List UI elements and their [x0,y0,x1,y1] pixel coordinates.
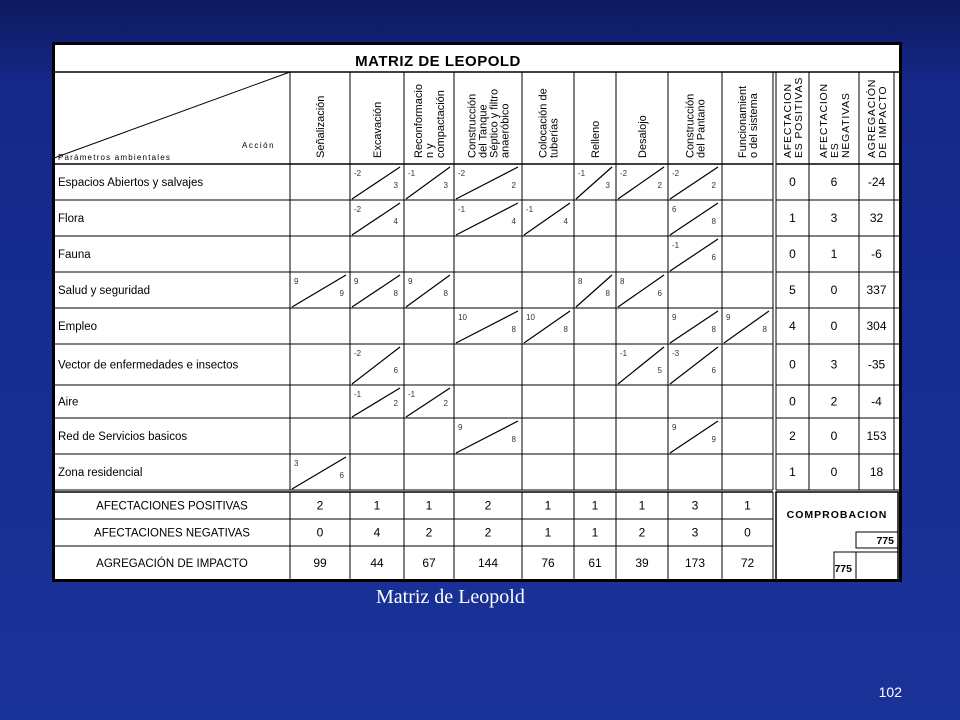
cell-magnitude: 9 [726,313,731,322]
cell-magnitude: 8 [578,277,583,286]
summary-value-3: -6 [871,247,882,261]
bottom-value: 67 [422,556,436,570]
bottom-value: 99 [313,556,327,570]
summary-value-2: 3 [830,357,838,372]
bottom-value: 76 [541,556,555,570]
action-header-7: Desalojo [637,115,649,158]
cell-importance: 2 [511,181,516,190]
bottom-value: 1 [373,498,381,513]
cell-diagonal [456,421,518,453]
summary-value-2: 0 [830,319,838,333]
bottom-value: 4 [373,525,381,540]
action-header-3: n y [424,143,436,158]
header-params-label: Parámetros ambientales [58,153,172,162]
cell-importance: 8 [511,325,516,334]
cell-magnitude: -2 [354,349,362,358]
cell-importance: 4 [511,217,516,226]
cell-importance: 6 [711,253,716,262]
summary-value-2: 0 [830,429,838,443]
summary-value-3: -4 [871,394,882,409]
check-value-b: 775 [834,563,852,575]
summary-header-3: DE IMPACTO [877,85,889,158]
cell-magnitude: -2 [354,169,362,178]
summary-header-2: NEGATIVAS [840,92,852,158]
cell-importance: 5 [657,366,662,375]
cell-magnitude: 10 [458,313,467,322]
bottom-value: 1 [638,498,646,513]
cell-magnitude: 9 [458,423,463,432]
action-header-5: tuberías [548,118,561,158]
bottom-value: 72 [740,556,755,570]
bottom-value: 2 [638,525,646,540]
action-header-2: Excavación [372,101,384,158]
bottom-value: 2 [316,498,324,513]
summary-value-3: 153 [866,429,887,443]
summary-value-1: 2 [789,429,796,443]
parameter-label-1: Espacios Abiertos y salvajes [58,177,204,189]
cell-importance: 4 [393,217,398,226]
summary-value-1: 0 [789,357,796,372]
summary-value-1: 1 [789,211,796,225]
parameter-label-9: Zona residencial [58,467,143,479]
bottom-value: 44 [370,556,384,570]
cell-diagonal [292,457,346,489]
cell-importance: 4 [563,217,568,226]
cell-importance: 2 [657,181,662,190]
action-header-4: del Tanque [477,104,490,158]
page-number: 102 [878,684,902,700]
action-header-5: Colocación de [537,88,550,158]
action-header-8: Construcción [684,93,697,158]
bottom-label-1: AFECTACIONES POSITIVAS [96,500,248,513]
summary-value-2: 6 [830,175,838,189]
bottom-value: 3 [691,525,699,540]
cell-importance: 3 [393,181,398,190]
cell-magnitude: -3 [672,349,680,358]
action-header-3: compactación [435,90,447,158]
cell-magnitude: 9 [672,313,677,322]
cell-importance: 8 [443,289,448,298]
summary-value-2: 3 [830,211,838,225]
summary-value-3: -35 [867,357,886,372]
cell-diagonal [456,167,518,199]
parameter-label-5: Empleo [58,321,97,333]
cell-importance: 8 [563,325,568,334]
summary-value-2: 1 [830,247,838,261]
summary-value-3: 337 [866,283,887,297]
summary-value-2: 0 [830,465,838,479]
summary-value-1: 0 [789,394,796,409]
summary-value-3: 18 [869,465,884,479]
bottom-value: 1 [544,525,552,540]
bottom-value: 61 [588,556,602,570]
bottom-value: 1 [425,498,433,513]
summary-value-1: 0 [789,175,796,189]
header-action-label: Acción [242,141,276,150]
bottom-value: 2 [484,498,492,513]
action-header-8: del Pantano [695,99,708,158]
cell-magnitude: -1 [578,169,586,178]
bottom-value: 144 [477,556,499,570]
summary-value-3: 304 [866,319,887,333]
cell-importance: 3 [443,181,448,190]
cell-importance: 8 [711,217,716,226]
cell-importance: 6 [339,471,344,480]
summary-header-2: ES [829,142,841,158]
leopold-matrix-sheet [52,42,902,582]
cell-magnitude: -2 [672,169,680,178]
bottom-value: 1 [591,525,599,540]
cell-importance: 8 [393,289,398,298]
bottom-value: 2 [425,525,433,540]
action-header-1: Señalización [315,95,327,158]
parameter-label-2: Flora [58,213,85,225]
action-header-9: o del sistema [748,93,760,158]
bottom-value: 1 [744,498,751,513]
cell-magnitude: 9 [672,423,677,432]
summary-value-1: 0 [789,247,796,261]
cell-magnitude: -2 [458,169,466,178]
summary-header-2: AFECTACION [818,83,830,158]
action-header-4: Séptico y filtro [488,88,501,158]
leopold-matrix [54,44,900,580]
cell-magnitude: -1 [408,169,416,178]
check-title: COMPROBACION [786,509,888,521]
parameter-label-7: Aire [58,396,79,409]
summary-value-3: 32 [869,211,884,225]
cell-importance: 8 [762,325,767,334]
cell-importance: 2 [393,399,398,408]
cell-magnitude: -1 [620,349,628,358]
summary-header-1: AFECTACION [782,83,794,158]
summary-value-2: 2 [830,394,838,409]
cell-diagonal [292,275,346,307]
cell-importance: 8 [711,325,716,334]
cell-magnitude: 9 [354,277,359,286]
action-header-3: Reconformacio [413,84,425,158]
action-header-4: anaeróbico [499,103,512,158]
cell-magnitude: -1 [408,390,416,399]
summary-value-2: 0 [830,283,838,297]
bottom-value: 0 [744,525,751,540]
cell-importance: 9 [339,289,344,298]
cell-importance: 8 [605,289,610,298]
cell-diagonal [456,203,518,235]
cell-importance: 9 [711,435,716,444]
summary-header-3: AGREGACIÓN [866,78,878,158]
cell-importance: 6 [711,366,716,375]
cell-importance: 3 [605,181,610,190]
cell-magnitude: -1 [354,390,362,399]
bottom-label-2: AFECTACIONES NEGATIVAS [94,527,250,540]
bottom-value: 2 [484,525,492,540]
summary-value-1: 5 [789,283,796,297]
summary-value-3: -24 [867,175,886,189]
cell-magnitude: 9 [408,277,413,286]
action-header-9: Funcionamient [737,85,749,158]
cell-magnitude: -1 [526,205,534,214]
bottom-value: 3 [691,498,699,513]
bottom-value: 39 [635,556,649,570]
cell-importance: 2 [443,399,448,408]
matrix-title: MATRIZ DE LEOPOLD [355,53,521,70]
cell-magnitude: 3 [294,459,299,468]
parameter-label-4: Salud y seguridad [58,285,151,297]
parameter-label-8: Red de Servicios basicos [58,431,188,443]
parameter-label-3: Fauna [58,249,91,261]
parameter-label-6: Vector de enfermedades e insectos [58,359,239,372]
action-header-6: Relleno [590,120,602,158]
bottom-value: 1 [544,498,552,513]
cell-magnitude: 6 [672,205,677,214]
cell-importance: 6 [657,289,662,298]
bottom-label-3: AGREGACIÓN DE IMPACTO [96,558,248,570]
bottom-value: 0 [316,525,324,540]
cell-magnitude: -2 [620,169,628,178]
check-value-a: 775 [876,535,894,547]
cell-importance: 2 [711,181,716,190]
cell-magnitude: 10 [526,313,535,322]
summary-value-1: 1 [789,465,796,479]
bottom-value: 1 [591,498,599,513]
cell-magnitude: 8 [620,277,625,286]
summary-header-1: ES POSITIVAS [793,76,805,158]
cell-magnitude: -2 [354,205,362,214]
cell-magnitude: -1 [458,205,466,214]
bottom-value: 173 [684,556,706,570]
cell-magnitude: 9 [294,277,299,286]
slide-caption: Matriz de Leopold [376,586,525,608]
summary-value-1: 4 [789,319,796,333]
cell-importance: 8 [511,435,516,444]
cell-importance: 6 [393,366,398,375]
cell-magnitude: -1 [672,241,680,250]
action-header-4: Construcción [466,93,479,158]
